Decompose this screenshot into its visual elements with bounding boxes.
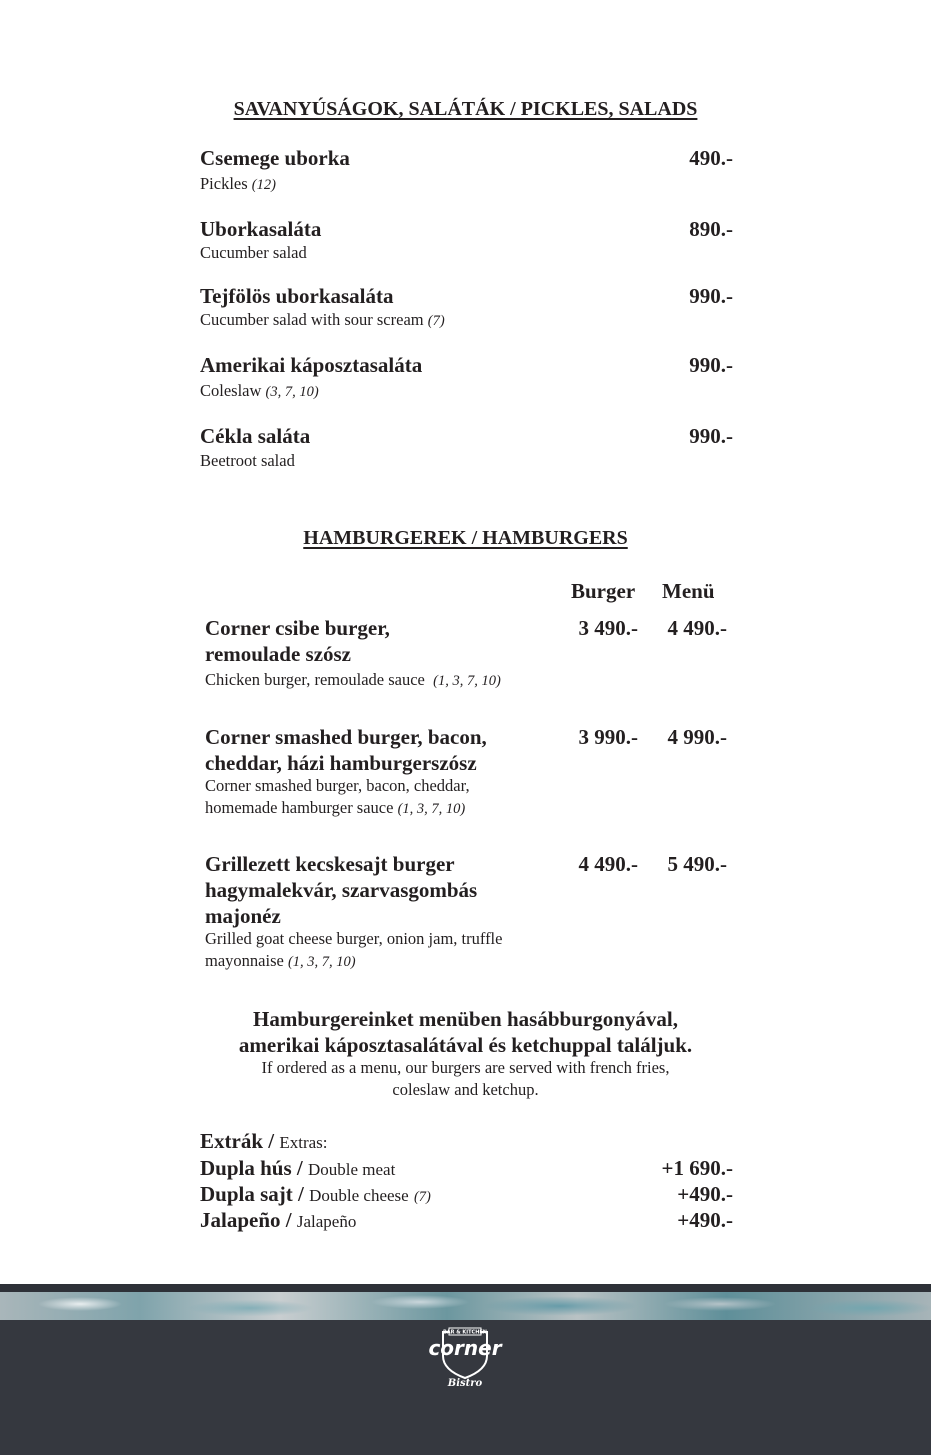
salad-item-name: Tejfölös uborkasaláta xyxy=(200,284,394,308)
burger-item-name: hagymalekvár, szarvasgombás xyxy=(205,878,478,902)
menu-price: 5 490.- xyxy=(667,852,727,876)
logo-main-text: corner xyxy=(428,1336,502,1360)
extras-heading xyxy=(200,1128,328,1156)
desc-text: Coleslaw xyxy=(200,381,262,400)
salad-item-name: Uborkasaláta xyxy=(200,217,322,241)
allergen-codes: (3, 7, 10) xyxy=(265,384,319,400)
extra-name-hu: Dupla hús / xyxy=(200,1156,303,1180)
extra-item-name xyxy=(200,1207,356,1235)
burger-price: 3 490.- xyxy=(578,616,638,640)
extra-item-name xyxy=(200,1181,431,1210)
extra-item-name xyxy=(200,1155,395,1183)
allergen-codes: (1, 3, 7, 10) xyxy=(433,673,501,689)
logo-top-text: BAR & KITCHEN xyxy=(443,1329,487,1336)
corner-bistro-logo xyxy=(415,1326,515,1390)
desc-text: mayonnaise xyxy=(205,951,284,970)
salad-item-name: Csemege uborka xyxy=(200,146,350,170)
burger-item-desc: Corner smashed burger, bacon, cheddar, xyxy=(205,776,470,795)
menu-price: 4 490.- xyxy=(667,616,727,640)
burger-price: 4 490.- xyxy=(578,852,638,876)
allergen-codes: (7) xyxy=(413,1189,431,1205)
allergen-codes: (12) xyxy=(251,177,276,193)
salad-item-desc xyxy=(200,380,319,403)
desc-text: Chicken burger, remoulade sauce xyxy=(205,670,425,689)
extra-name-en: Double meat xyxy=(307,1160,396,1179)
salad-item-desc xyxy=(200,242,307,264)
salad-item-price: 990.- xyxy=(689,353,733,377)
salad-item-desc xyxy=(200,173,276,196)
burger-item-desc xyxy=(205,797,465,820)
burgers-section-title: HAMBURGEREK / HAMBURGERS xyxy=(303,527,628,549)
menu-note-en: coleslaw and ketchup. xyxy=(392,1080,539,1099)
extra-name-en: Jalapeño xyxy=(296,1212,357,1231)
salad-item-price: 990.- xyxy=(689,284,733,308)
allergen-codes: (1, 3, 7, 10) xyxy=(397,801,466,817)
menu-note-hu: Hamburgereinket menüben hasábburgonyával, xyxy=(253,1007,678,1031)
extra-item-price: +490.- xyxy=(677,1208,733,1232)
salad-item-desc xyxy=(200,450,295,472)
burger-item-name: Corner csibe burger, xyxy=(205,616,390,640)
menu-price: 4 990.- xyxy=(667,725,727,749)
column-header-burger: Burger xyxy=(571,579,636,603)
extra-name-hu: Dupla sajt / xyxy=(200,1182,304,1206)
extra-name-en: Double cheese xyxy=(309,1186,409,1205)
desc-text: Beetroot salad xyxy=(200,451,295,470)
burger-item-name: Grillezett kecskesajt burger xyxy=(205,852,455,876)
desc-text: homemade hamburger sauce xyxy=(205,798,394,817)
extras-title-hu: Extrák / xyxy=(200,1129,275,1153)
burger-item-desc: Grilled goat cheese burger, onion jam, truffle xyxy=(205,929,503,948)
desc-text: Cucumber salad xyxy=(200,243,307,262)
burger-item-name: remoulade szósz xyxy=(205,642,352,666)
logo-sub-text: Bistro xyxy=(447,1378,483,1389)
burger-price: 3 990.- xyxy=(578,725,638,749)
extras-title-en: Extras: xyxy=(279,1133,328,1152)
salad-item-price: 990.- xyxy=(689,424,733,448)
burger-item-name: majonéz xyxy=(205,904,281,928)
extra-item-price: +490.- xyxy=(677,1182,733,1206)
column-header-menu: Menü xyxy=(662,579,715,603)
salad-item-price: 490.- xyxy=(689,146,733,170)
menu-note-en: If ordered as a menu, our burgers are served with french fries, xyxy=(261,1058,670,1077)
burger-item-name: Corner smashed burger, bacon, xyxy=(205,725,487,749)
desc-text: Cucumber salad with sour scream xyxy=(200,310,424,329)
allergen-codes: (1, 3, 7, 10) xyxy=(287,954,356,970)
salad-item-name: Cékla saláta xyxy=(200,424,311,448)
allergen-codes: (7) xyxy=(427,313,445,329)
extra-item-price: +1 690.- xyxy=(661,1156,733,1180)
burger-item-name: cheddar, házi hamburgerszósz xyxy=(205,751,477,775)
burger-item-desc xyxy=(205,669,501,692)
menu-note-hu: amerikai káposztasalátával és ketchuppal találjuk. xyxy=(238,1033,693,1057)
footer-top-band xyxy=(0,1284,931,1292)
marble-texture-strip xyxy=(0,1292,931,1320)
extra-name-hu: Jalapeño / xyxy=(200,1208,292,1232)
desc-text: Pickles xyxy=(200,174,248,193)
salad-item-name: Amerikai káposztasaláta xyxy=(200,353,423,377)
salad-item-desc xyxy=(200,309,445,332)
burger-item-desc xyxy=(205,950,356,973)
salad-item-price: 890.- xyxy=(689,217,733,241)
salads-section-title: SAVANYÚSÁGOK, SALÁTÁK / PICKLES, SALADS xyxy=(233,98,698,120)
